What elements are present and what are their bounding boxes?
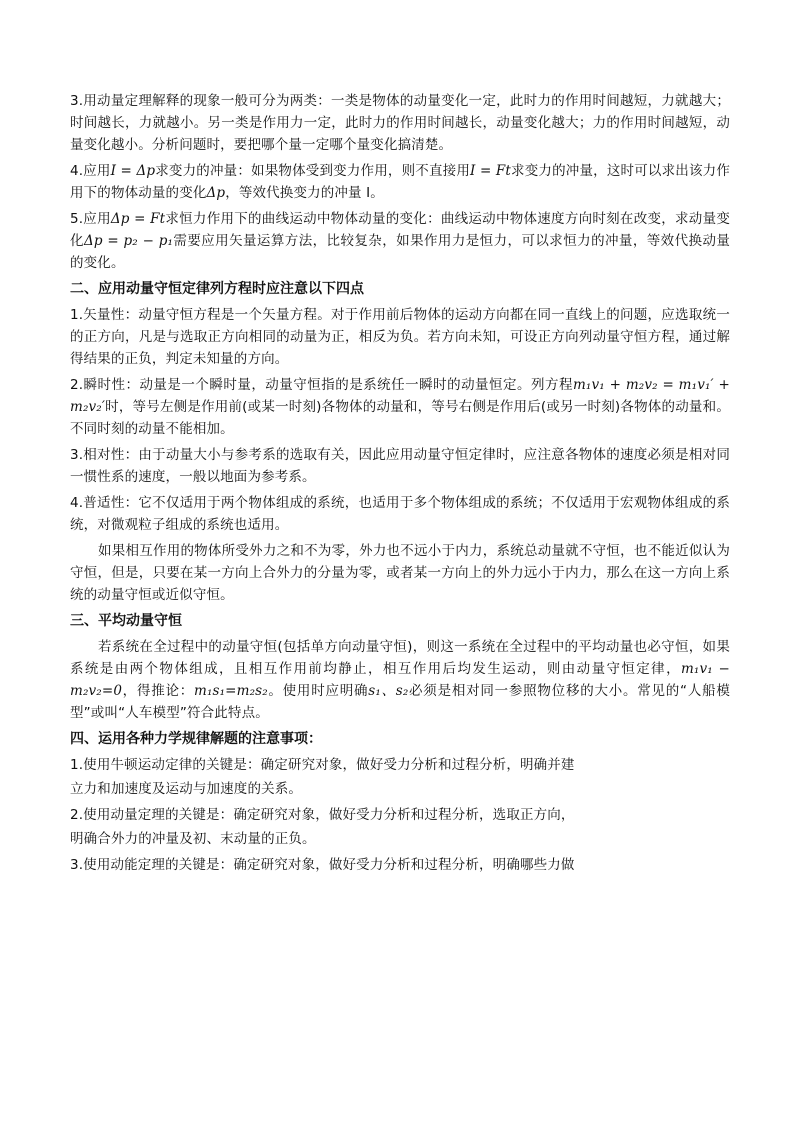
formula: m₁v₁ + m₂v₂ = m₁v₁′ + m₂v₂′ <box>70 377 730 415</box>
text: 若系统在全过程中的动量守恒(包括单方向动量守恒)，则这一系统在全过程中的平均动量也必守恒，如果系统是由两个物体组成，且相互作用前均静止，相互作用后均发生运动，则由动量守恒定律， <box>70 639 730 677</box>
formula: m₁v₁ − m₂v₂=0 <box>70 661 730 699</box>
text: 5.应用 <box>70 211 111 227</box>
paragraph-relativity: 3.相对性：由于动量大小与参考系的选取有关，因此应用动量守恒定律时，应注意各物体的速度必须是相对同一惯性系的速度，一般以地面为参考系。 <box>70 447 730 485</box>
paragraph-4 <box>70 160 730 204</box>
text: 求变力的冲量，这时可以求出该力作用下的物体动量的变化 <box>70 163 730 201</box>
section-heading-4: 四、运用各种力学规律解题的注意事项： <box>70 731 322 747</box>
paragraph-average-momentum <box>70 636 730 724</box>
formula: Δp = p₂ − p₁ <box>83 233 174 249</box>
text: ，等效代换变力的冲量 I。 <box>225 185 384 201</box>
paragraph-newton-2: 立力和加速度及运动与加速度的关系。 <box>70 781 303 797</box>
paragraph-momentum-theorem-2: 明确合外力的冲量及初、末动量的正负。 <box>70 831 316 847</box>
section-heading-2: 二、应用动量守恒定律列方程时应注意以下四点 <box>70 281 364 297</box>
paragraph-conservation-note: 如果相互作用的物体所受外力之和不为零，外力也不远小于内力，系统总动量就不守恒，也不能近似认为守恒，但是，只要在某一方向上合外力的分量为零，或者某一方向上的外力远小于内力，那么在这一方向上系统的动量守恒或近似守恒。 <box>70 543 730 603</box>
paragraph-vector: 1.矢量性：动量守恒方程是一个矢量方程。对于作用前后物体的运动方向都在同一直线上的问题，应选取统一的正方向，凡是与选取正方向相同的动量为正，相反为负。若方向未知，可设正方向列动量守恒方程，通过解得结果的正负，判定未知量的方向。 <box>70 307 730 367</box>
paragraph-instantaneous <box>70 374 730 440</box>
formula: I = Δp <box>110 163 156 179</box>
text: ，得推论： <box>122 683 194 699</box>
paragraph-universality: 4.普适性：它不仅适用于两个物体组成的系统，也适用于多个物体组成的系统；不仅适用于宏观物体组成的系统，对微观粒子组成的系统也适用。 <box>70 495 730 533</box>
formula: s₁、s₂ <box>368 683 409 699</box>
paragraph-momentum-theorem-1: 2.使用动量定理的关键是：确定研究对象，做好受力分析和过程分析，选取正方向， <box>70 807 575 823</box>
formula: I = Ft <box>470 163 512 179</box>
text: 必须是相对同一参照物位移的大小。常见的“人船模型”或叫“人车模型”符合此特点。 <box>70 683 730 721</box>
formula: Δp <box>206 185 226 201</box>
text: 求变力的冲量：如果物体受到变力作用，则不直接用 <box>155 163 471 179</box>
text: 。使用时应明确 <box>267 683 369 699</box>
section-heading-3: 三、平均动量守恒 <box>70 613 182 629</box>
paragraph-newton-1: 1.使用牛顿运动定律的关键是：确定研究对象，做好受力分析和过程分析，明确并建 <box>70 757 575 773</box>
text: 需要应用矢量运算方法，比较复杂，如果作用力是恒力，可以求恒力的冲量，等效代换动量的变化。 <box>70 233 731 271</box>
paragraph-kinetic-energy: 3.使用动能定理的关键是：确定研究对象，做好受力分析和过程分析，明确哪些力做 <box>70 857 575 873</box>
formula: Δp = Ft <box>110 211 166 227</box>
text: 2.瞬时性：动量是一个瞬时量，动量守恒指的是系统任一瞬时的动量恒定。列方程 <box>70 377 573 393</box>
text: 求恒力作用下的曲线运动中物体动量的变化：曲线运动中物体速度方向时刻在改变，求动量变化 <box>70 211 730 249</box>
text: 时，等号左侧是作用前(或某一时刻)各物体的动量和，等号右侧是作用后(或另一时刻)各物体的动量和。不同时刻的动量不能相加。 <box>70 399 730 437</box>
paragraph-3: 3.用动量定理解释的现象一般可分为两类：一类是物体的动量变化一定，此时力的作用时间越短，力就越大；时间越长，力就越小。另一类是作用力一定，此时力的作用时间越长，动量变化越大；力的作用时间越短，动量变化越小。分析问题时，要把哪个量一定哪个量变化搞清楚。 <box>70 93 730 153</box>
text: 4.应用 <box>70 163 111 179</box>
document-body <box>70 90 730 880</box>
formula: m₁s₁=m₂s₂ <box>194 683 268 699</box>
paragraph-5 <box>70 208 730 274</box>
